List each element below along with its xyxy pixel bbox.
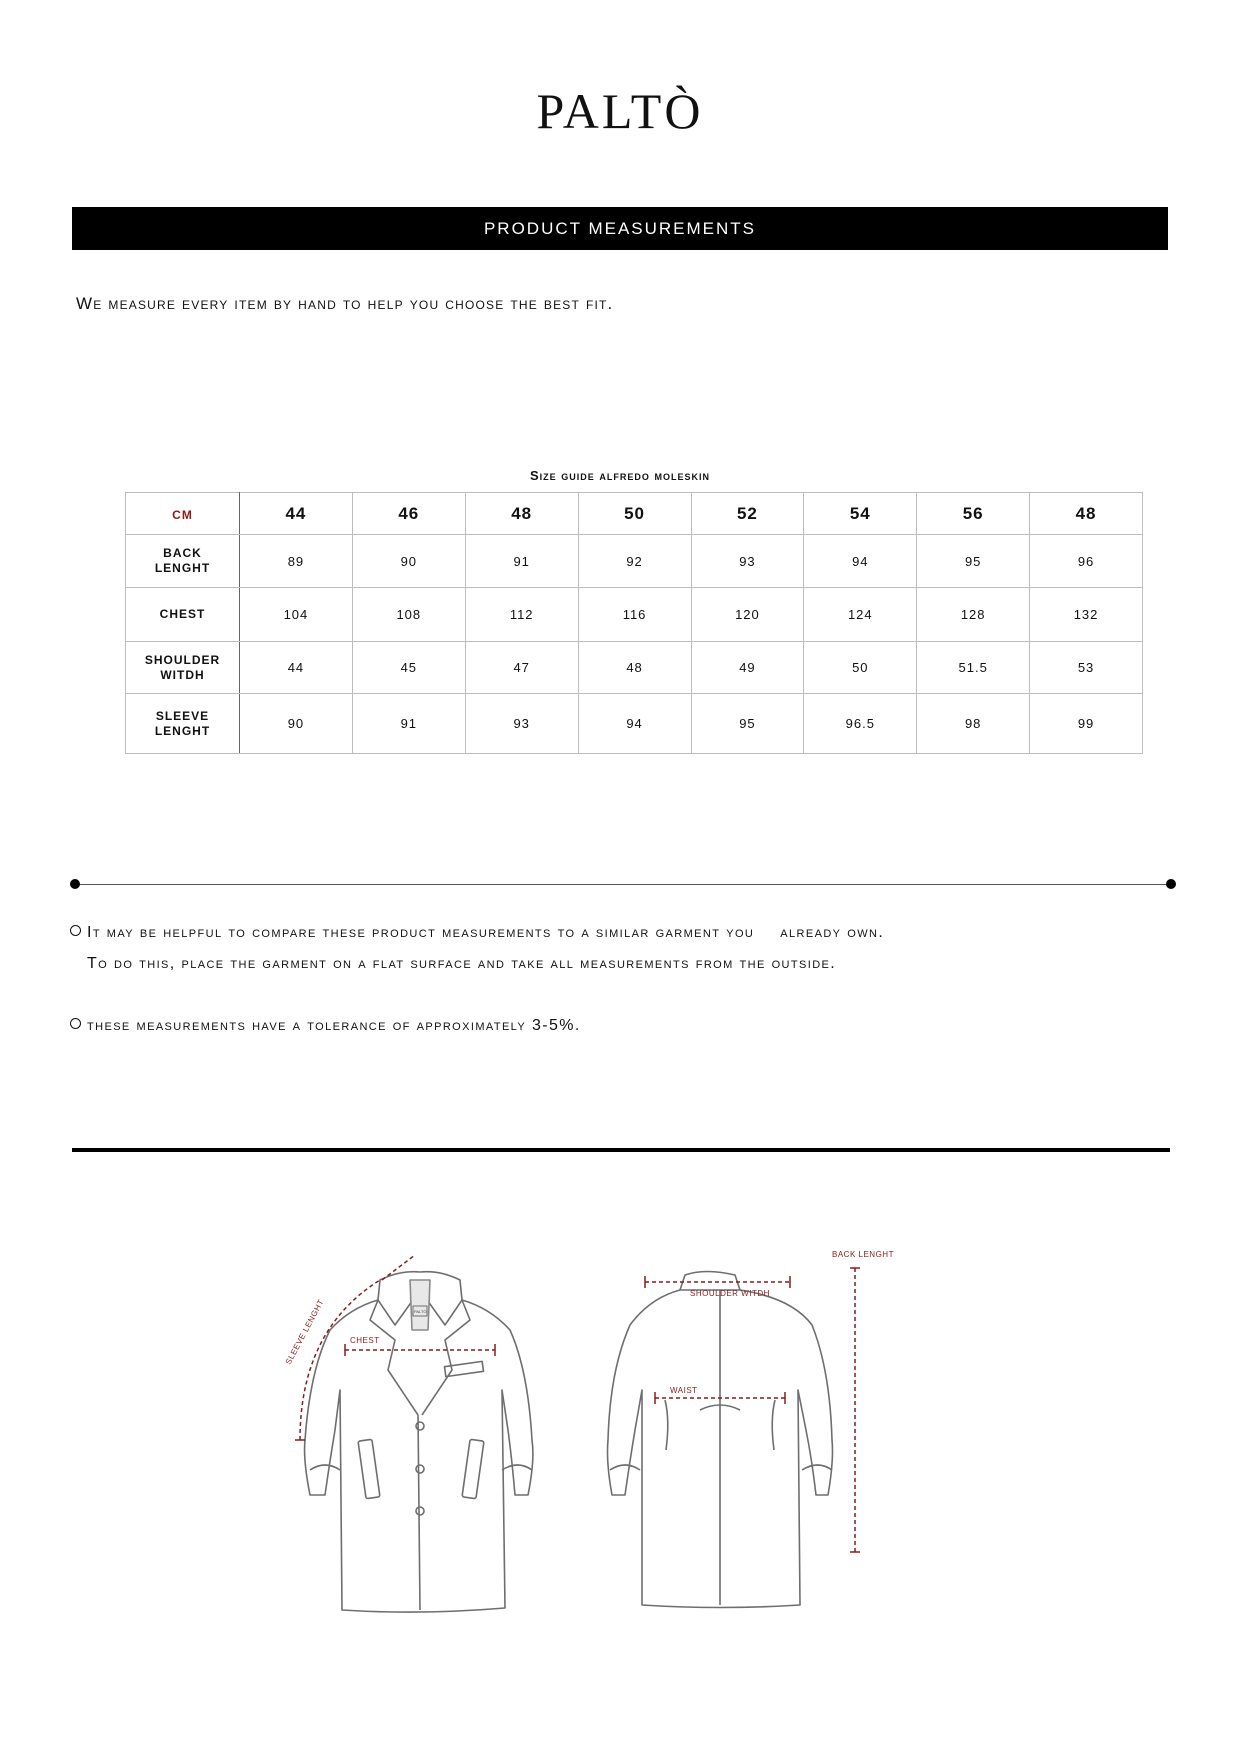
table-cell: 49 xyxy=(691,642,804,694)
table-cell: 128 xyxy=(917,588,1030,642)
table-cell: 104 xyxy=(240,588,353,642)
table-cell: 45 xyxy=(352,642,465,694)
unit-header: cm xyxy=(126,493,240,535)
size-header: 44 xyxy=(240,493,353,535)
coat-measurement-diagram xyxy=(270,1230,970,1630)
table-cell: 116 xyxy=(578,588,691,642)
table-caption: Size guide alfredo moleskin xyxy=(529,468,710,483)
table-row xyxy=(126,642,1143,694)
bullet-icon xyxy=(70,925,81,936)
table-cell: 96 xyxy=(1030,535,1143,588)
table-cell: 112 xyxy=(465,588,578,642)
table-cell: 93 xyxy=(691,535,804,588)
coat-tag-label: PALTÒ xyxy=(414,1309,427,1314)
row-label: BACK LENGHT xyxy=(126,535,240,588)
size-header: 52 xyxy=(691,493,804,535)
row-label: SHOULDER WITDH xyxy=(126,642,240,694)
table-row xyxy=(126,535,1143,588)
table-cell: 44 xyxy=(240,642,353,694)
bullet-icon xyxy=(70,1018,81,1029)
row-label: SLEEVE LENGHT xyxy=(126,694,240,754)
table-cell: 90 xyxy=(240,694,353,754)
table-row xyxy=(126,694,1143,754)
waist-label: WAIST xyxy=(670,1386,698,1395)
divider-dot-left xyxy=(70,879,80,889)
table-cell: 53 xyxy=(1030,642,1143,694)
table-cell: 99 xyxy=(1030,694,1143,754)
row-label: CHEST xyxy=(126,588,240,642)
size-header: 48 xyxy=(465,493,578,535)
table-cell: 124 xyxy=(804,588,917,642)
divider-line xyxy=(75,884,1171,885)
intro-text: We measure every item by hand to help you choose the best fit. xyxy=(76,294,614,313)
note-1: It may be helpful to compare these product measurements to a similar garment you already own. xyxy=(70,924,884,942)
table-cell: 96.5 xyxy=(804,694,917,754)
table-cell: 108 xyxy=(352,588,465,642)
table-cell: 120 xyxy=(691,588,804,642)
banner-title: PRODUCT MEASUREMENTS xyxy=(483,218,757,238)
table-cell: 98 xyxy=(917,694,1030,754)
table-cell: 91 xyxy=(352,694,465,754)
table-cell: 50 xyxy=(804,642,917,694)
table-cell: 93 xyxy=(465,694,578,754)
table-cell: 95 xyxy=(691,694,804,754)
table-cell: 94 xyxy=(804,535,917,588)
table-cell: 90 xyxy=(352,535,465,588)
size-header: 56 xyxy=(917,493,1030,535)
shoulder-width-label: SHOULDER WITDH xyxy=(690,1289,770,1298)
section-divider xyxy=(72,1148,1170,1152)
size-header: 48 xyxy=(1030,493,1143,535)
sleeve-length-label: SLEEVE LENGHT xyxy=(283,1297,326,1366)
table-cell: 47 xyxy=(465,642,578,694)
note-1-continued: To do this, place the garment on a flat surface and take all measurements from the outside. xyxy=(87,955,837,972)
table-row xyxy=(126,588,1143,642)
size-header: 50 xyxy=(578,493,691,535)
size-table xyxy=(125,492,1143,754)
divider-dot-right xyxy=(1166,879,1176,889)
table-cell: 95 xyxy=(917,535,1030,588)
table-cell: 91 xyxy=(465,535,578,588)
table-cell: 51.5 xyxy=(917,642,1030,694)
coat-front-illustration xyxy=(305,1272,533,1612)
section-banner xyxy=(72,207,1168,250)
table-header-row xyxy=(126,493,1143,535)
coat-back-illustration xyxy=(608,1272,833,1608)
table-cell: 132 xyxy=(1030,588,1143,642)
table-cell: 94 xyxy=(578,694,691,754)
note-2: these measurements have a tolerance of approximately 3-5%. xyxy=(70,1017,581,1035)
chest-label: CHEST xyxy=(350,1336,380,1345)
table-cell: 92 xyxy=(578,535,691,588)
size-header: 54 xyxy=(804,493,917,535)
table-cell: 48 xyxy=(578,642,691,694)
brand-logo: PALTÒ xyxy=(536,83,704,139)
table-cell: 89 xyxy=(240,535,353,588)
size-header: 46 xyxy=(352,493,465,535)
back-length-label: BACK LENGHT xyxy=(832,1250,894,1259)
